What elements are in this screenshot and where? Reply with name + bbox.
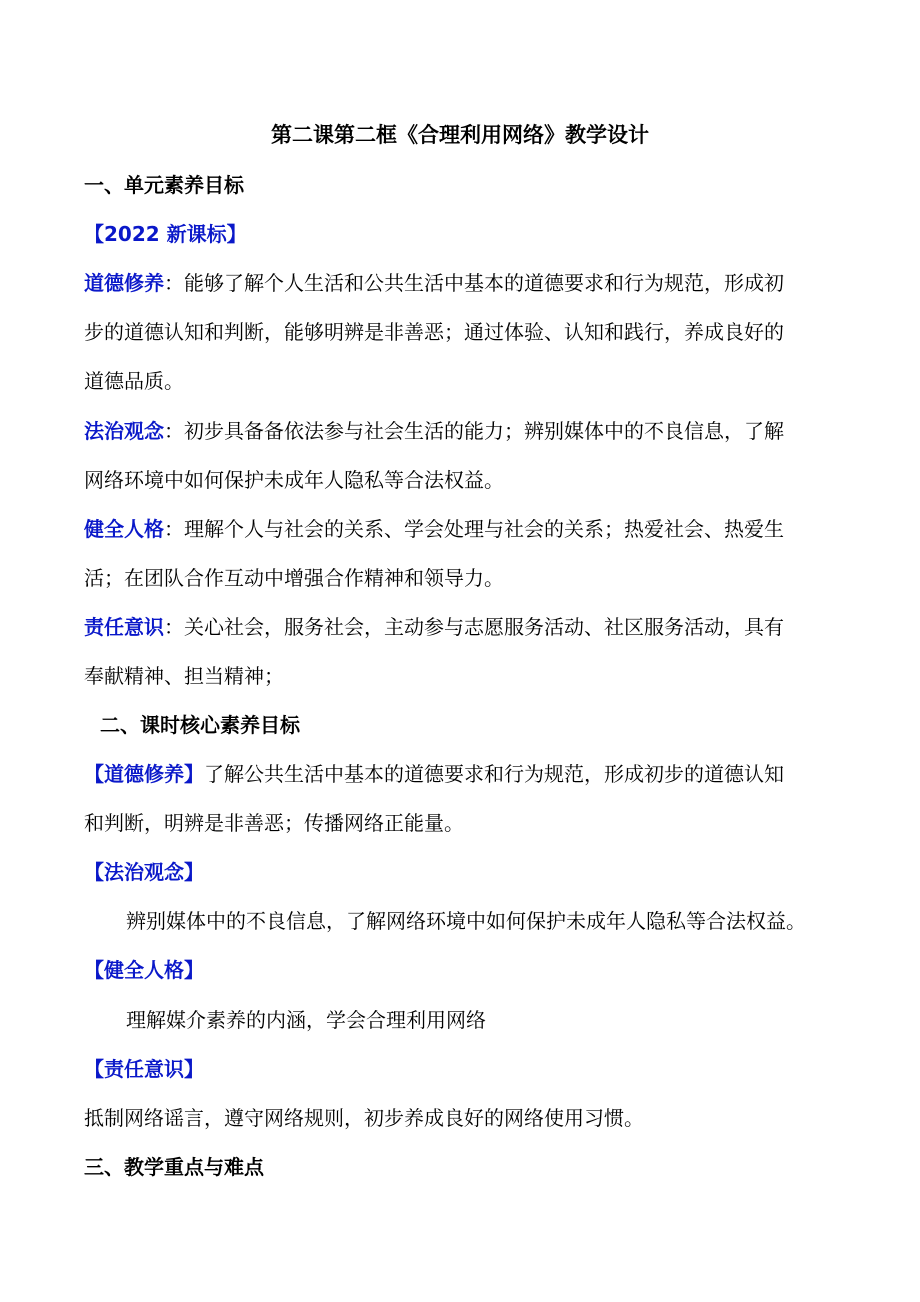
core-moral-line-2: 和判断，明辨是非善恶；传播网络正能量。	[84, 811, 464, 835]
goal-moral-line-1	[84, 269, 784, 297]
goal-responsibility-line-2: 奉献精神、担当精神；	[84, 664, 284, 688]
core-responsibility-tag: 【责任意识】	[84, 1057, 204, 1081]
goal-moral-text-1: 能够了解个人生活和公共生活中基本的道德要求和行为规范，形成初	[184, 271, 784, 295]
core-responsibility-text: 抵制网络谣言，遵守网络规则，初步养成良好的网络使用习惯。	[84, 1106, 644, 1130]
goal-law-line-1	[84, 417, 784, 445]
goal-personality-label: 健全人格	[84, 517, 164, 541]
curriculum-tag: 【2022 新课标】	[84, 222, 247, 246]
core-moral-line-1	[84, 760, 784, 788]
core-law-tag: 【法治观念】	[84, 860, 204, 884]
core-personality-text: 理解媒介素养的内涵，学会合理利用网络	[126, 1008, 486, 1032]
goal-responsibility-label: 责任意识	[84, 615, 164, 639]
core-personality-tag: 【健全人格】	[84, 958, 204, 982]
section-heading-3: 三、教学重点与难点	[84, 1155, 264, 1179]
core-law-text: 辨别媒体中的不良信息，了解网络环境中如何保护未成年人隐私等合法权益。	[126, 909, 806, 933]
document-title: 第二课第二框《合理利用网络》教学设计	[271, 123, 649, 147]
goal-personality-line-2: 活；在团队合作互动中增强合作精神和领导力。	[84, 566, 504, 590]
section-heading-1: 一、单元素养目标	[84, 173, 244, 197]
goal-personality-line-1	[84, 515, 784, 543]
goal-law-label: 法治观念	[84, 419, 164, 443]
goal-law-sep: ：	[164, 419, 184, 443]
goal-responsibility-line-1	[84, 613, 784, 641]
goal-personality-text-1: 理解个人与社会的关系、学会处理与社会的关系；热爱社会、热爱生	[184, 517, 784, 541]
core-moral-text-1: 了解公共生活中基本的道德要求和行为规范，形成初步的道德认知	[204, 762, 784, 786]
goal-moral-line-3: 道德品质。	[84, 369, 184, 393]
goal-responsibility-text-1: 关心社会，服务社会，主动参与志愿服务活动、社区服务活动，具有	[184, 615, 784, 639]
goal-law-line-2: 网络环境中如何保护未成年人隐私等合法权益。	[84, 468, 504, 492]
goal-personality-sep: ：	[164, 517, 184, 541]
goal-responsibility-sep: ：	[164, 615, 184, 639]
goal-moral-sep: ：	[164, 271, 184, 295]
goal-moral-label: 道德修养	[84, 271, 164, 295]
section-heading-2: 二、课时核心素养目标	[100, 713, 300, 737]
goal-moral-line-2: 步的道德认知和判断，能够明辨是非善恶；通过体验、认知和践行，养成良好的	[84, 320, 784, 344]
core-moral-tag: 【道德修养】	[84, 762, 204, 786]
goal-law-text-1: 初步具备备依法参与社会生活的能力；辨别媒体中的不良信息，了解	[184, 419, 784, 443]
